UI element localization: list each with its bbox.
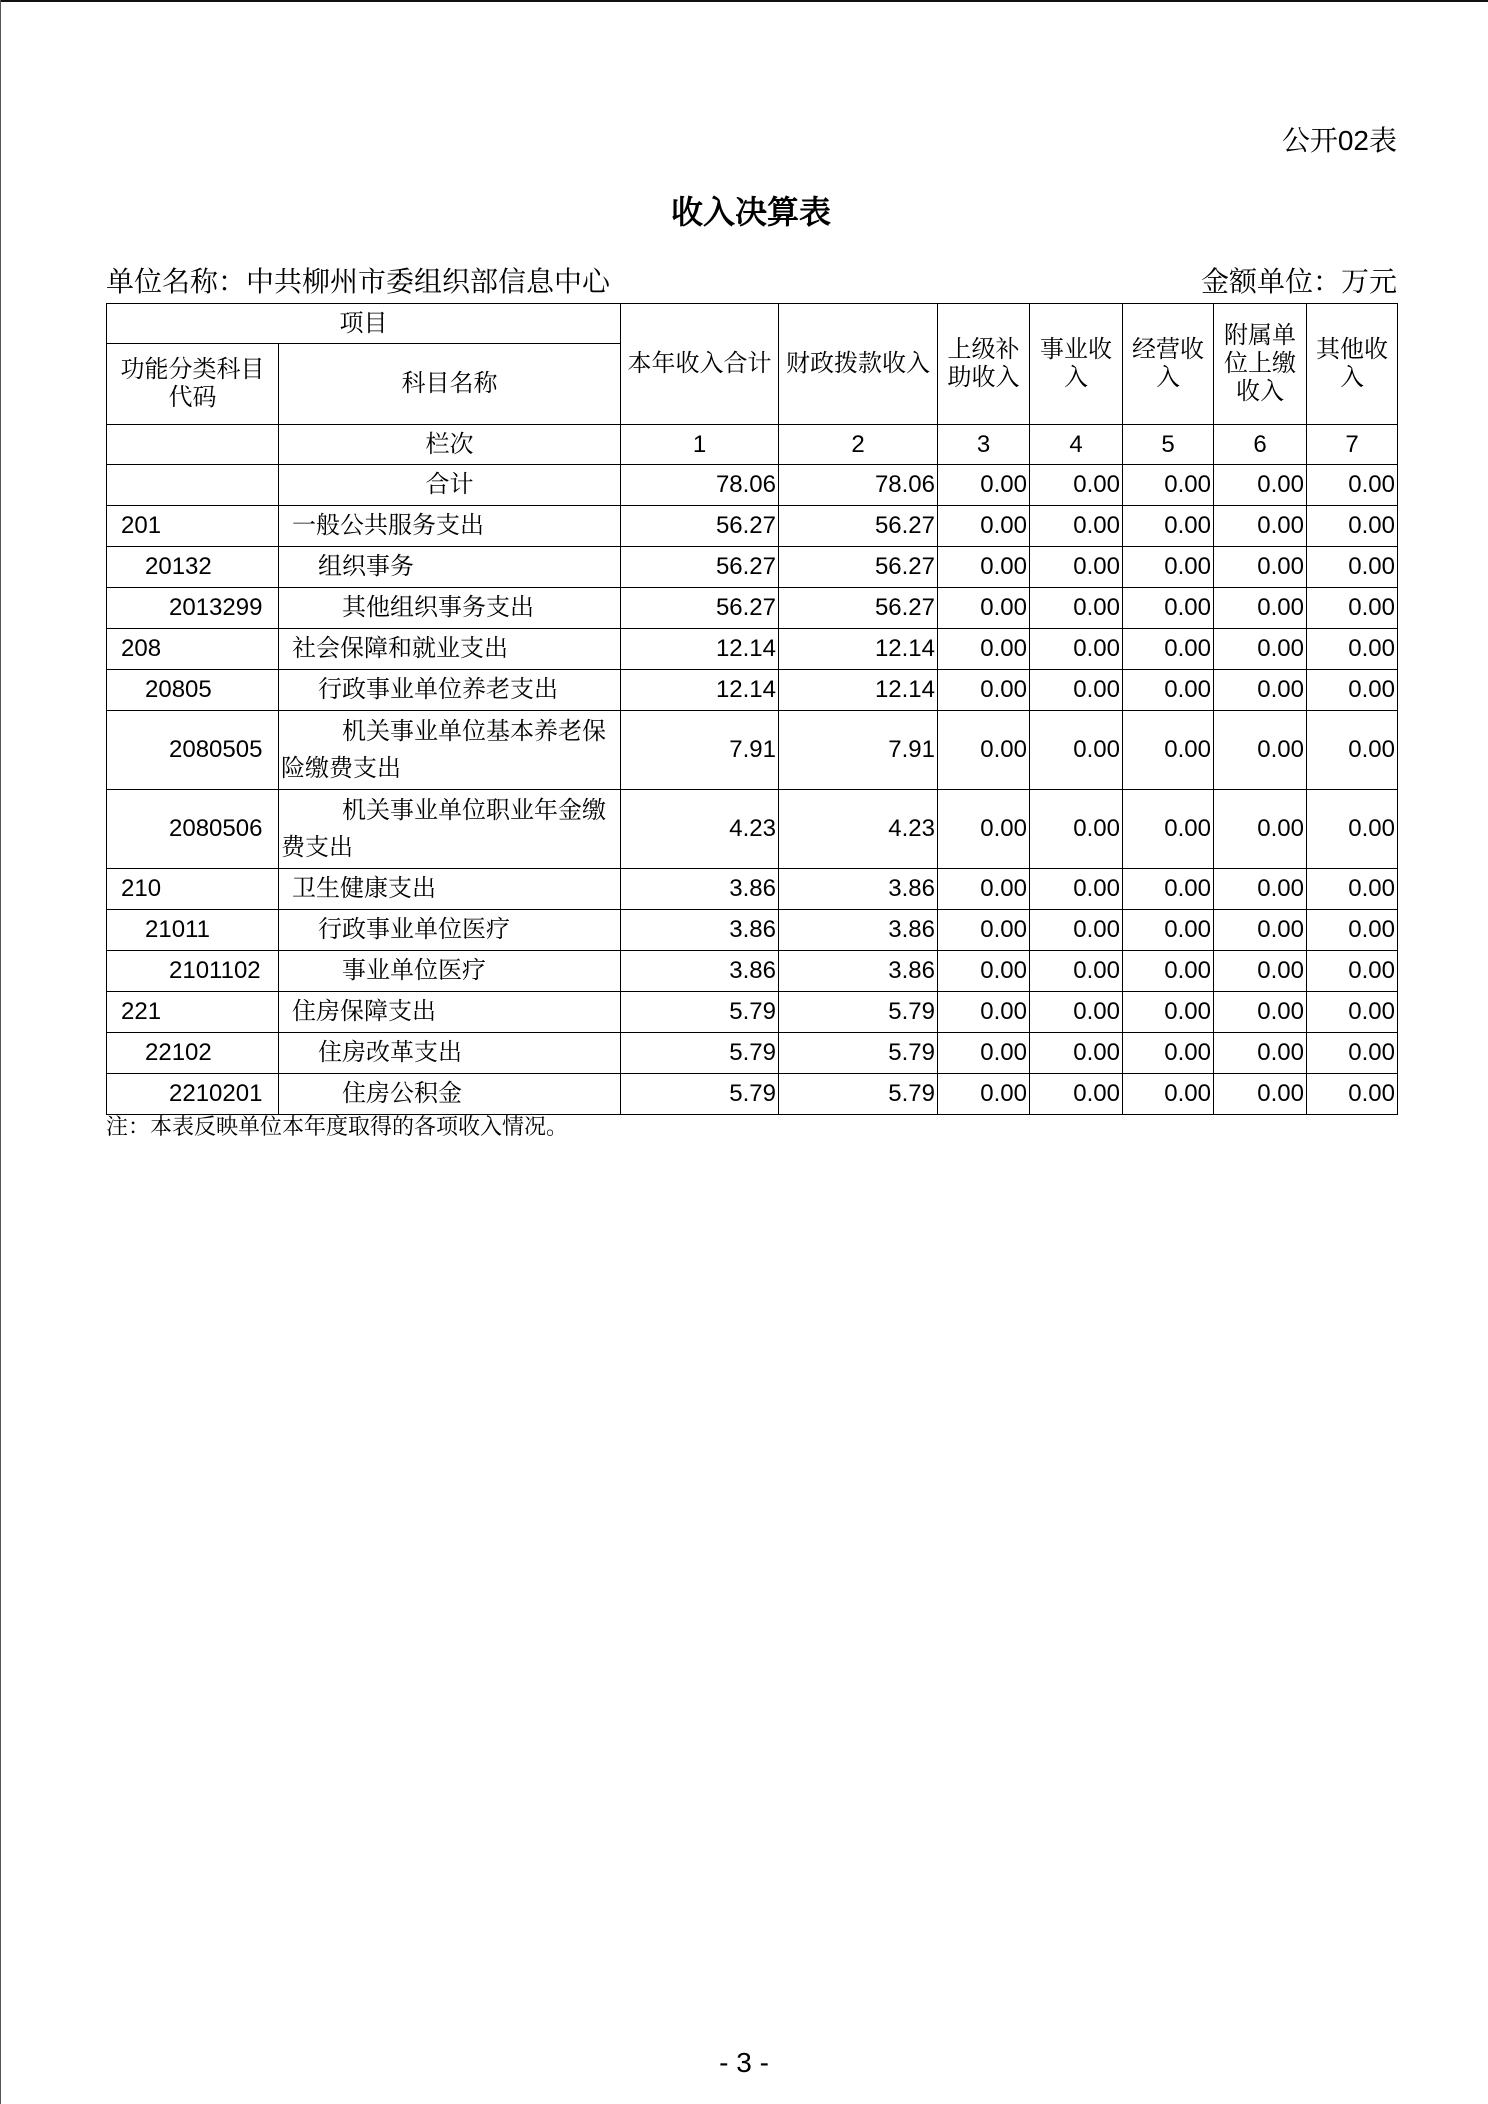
table-row <box>107 992 1398 1033</box>
subject-name: 机关事业单位基本养老保险缴费支出 <box>279 711 621 790</box>
table-row <box>107 547 1398 588</box>
other-income-value: 0.00 <box>1307 869 1398 910</box>
total-income-value: 12.14 <box>621 629 779 670</box>
subject-code: 210 <box>107 869 279 910</box>
affiliated-unit-income-value: 0.00 <box>1214 711 1307 790</box>
fiscal-appropriation-value: 3.86 <box>779 910 938 951</box>
total-code-cell <box>107 465 279 506</box>
business-income-value: 0.00 <box>1030 790 1123 869</box>
affiliated-unit-income-value: 0.00 <box>1214 869 1307 910</box>
column-number: 7 <box>1307 425 1398 465</box>
header-operating-income: 经营收入 <box>1123 304 1214 425</box>
unit-name: 单位名称：中共柳州市委组织部信息中心 <box>106 266 611 297</box>
subject-code: 20805 <box>107 670 279 711</box>
affiliated-unit-income-value: 0.00 <box>1214 951 1307 992</box>
affiliated-unit-income-value: 0.00 <box>1214 547 1307 588</box>
superior-subsidy-value: 0.00 <box>938 951 1030 992</box>
fiscal-appropriation-value: 5.79 <box>779 992 938 1033</box>
fiscal-appropriation-value: 56.27 <box>779 506 938 547</box>
business-income-value: 0.00 <box>1030 629 1123 670</box>
table-row <box>107 711 1398 790</box>
subject-name: 住房公积金 <box>279 1074 621 1115</box>
index-code-cell <box>107 425 279 465</box>
header-subject-name: 科目名称 <box>279 344 621 425</box>
subject-code: 2080506 <box>107 790 279 869</box>
column-number: 3 <box>938 425 1030 465</box>
superior-subsidy-value: 0.00 <box>938 869 1030 910</box>
other-income-value: 0.00 <box>1307 1033 1398 1074</box>
header-business-income: 事业收入 <box>1030 304 1123 425</box>
fiscal-appropriation-value: 78.06 <box>779 465 938 506</box>
other-income-value: 0.00 <box>1307 547 1398 588</box>
subject-code: 21011 <box>107 910 279 951</box>
total-income-value: 56.27 <box>621 588 779 629</box>
header-project: 项目 <box>107 304 621 344</box>
superior-subsidy-value: 0.00 <box>938 992 1030 1033</box>
superior-subsidy-value: 0.00 <box>938 790 1030 869</box>
total-income-value: 56.27 <box>621 506 779 547</box>
subject-name: 卫生健康支出 <box>279 869 621 910</box>
operating-income-value: 0.00 <box>1123 992 1214 1033</box>
other-income-value: 0.00 <box>1307 790 1398 869</box>
business-income-value: 0.00 <box>1030 1074 1123 1115</box>
table-row <box>107 670 1398 711</box>
operating-income-value: 0.00 <box>1123 711 1214 790</box>
business-income-value: 0.00 <box>1030 670 1123 711</box>
page-number: - 3 - <box>719 2047 769 2078</box>
operating-income-value: 0.00 <box>1123 790 1214 869</box>
fiscal-appropriation-value: 56.27 <box>779 588 938 629</box>
other-income-value: 0.00 <box>1307 629 1398 670</box>
table-note: 注：本表反映单位本年度取得的各项收入情况。 <box>106 1114 569 1139</box>
total-income-value: 12.14 <box>621 670 779 711</box>
subject-code: 2013299 <box>107 588 279 629</box>
superior-subsidy-value: 0.00 <box>938 910 1030 951</box>
affiliated-unit-income-value: 0.00 <box>1214 1074 1307 1115</box>
other-income-value: 0.00 <box>1307 992 1398 1033</box>
business-income-value: 0.00 <box>1030 547 1123 588</box>
subject-name: 住房保障支出 <box>279 992 621 1033</box>
table-row <box>107 869 1398 910</box>
affiliated-unit-income-value: 0.00 <box>1214 670 1307 711</box>
index-row <box>107 425 1398 465</box>
superior-subsidy-value: 0.00 <box>938 506 1030 547</box>
form-code: 公开02表 <box>1281 125 1397 156</box>
operating-income-value: 0.00 <box>1123 465 1214 506</box>
subject-code: 201 <box>107 506 279 547</box>
table-row <box>107 629 1398 670</box>
affiliated-unit-income-value: 0.00 <box>1214 629 1307 670</box>
total-income-value: 78.06 <box>621 465 779 506</box>
total-row <box>107 465 1398 506</box>
page-top-edge <box>0 0 1488 2</box>
page-title: 收入决算表 <box>670 194 831 230</box>
table-row <box>107 790 1398 869</box>
operating-income-value: 0.00 <box>1123 588 1214 629</box>
header-fiscal-appropriation: 财政拨款收入 <box>779 304 938 425</box>
affiliated-unit-income-value: 0.00 <box>1214 588 1307 629</box>
total-income-value: 4.23 <box>621 790 779 869</box>
table-row <box>107 910 1398 951</box>
operating-income-value: 0.00 <box>1123 869 1214 910</box>
subject-code: 208 <box>107 629 279 670</box>
other-income-value: 0.00 <box>1307 465 1398 506</box>
header-row <box>107 304 1398 344</box>
fiscal-appropriation-value: 4.23 <box>779 790 938 869</box>
subject-code: 2210201 <box>107 1074 279 1115</box>
header-other-income: 其他收入 <box>1307 304 1398 425</box>
subject-name: 机关事业单位职业年金缴费支出 <box>279 790 621 869</box>
other-income-value: 0.00 <box>1307 588 1398 629</box>
fiscal-appropriation-value: 7.91 <box>779 711 938 790</box>
operating-income-value: 0.00 <box>1123 670 1214 711</box>
subject-name: 行政事业单位医疗 <box>279 910 621 951</box>
page-left-edge <box>0 0 1 2104</box>
operating-income-value: 0.00 <box>1123 506 1214 547</box>
subject-name: 行政事业单位养老支出 <box>279 670 621 711</box>
header-total-income: 本年收入合计 <box>621 304 779 425</box>
fiscal-appropriation-value: 5.79 <box>779 1033 938 1074</box>
business-income-value: 0.00 <box>1030 711 1123 790</box>
subject-code: 22102 <box>107 1033 279 1074</box>
index-label: 栏次 <box>279 425 621 465</box>
subject-code: 20132 <box>107 547 279 588</box>
superior-subsidy-value: 0.00 <box>938 465 1030 506</box>
superior-subsidy-value: 0.00 <box>938 711 1030 790</box>
fiscal-appropriation-value: 12.14 <box>779 670 938 711</box>
other-income-value: 0.00 <box>1307 910 1398 951</box>
column-number: 6 <box>1214 425 1307 465</box>
header-subject-code: 功能分类科目代码 <box>107 344 279 425</box>
fiscal-appropriation-value: 12.14 <box>779 629 938 670</box>
business-income-value: 0.00 <box>1030 951 1123 992</box>
fiscal-appropriation-value: 5.79 <box>779 1074 938 1115</box>
business-income-value: 0.00 <box>1030 588 1123 629</box>
table-row <box>107 1074 1398 1115</box>
affiliated-unit-income-value: 0.00 <box>1214 1033 1307 1074</box>
affiliated-unit-income-value: 0.00 <box>1214 790 1307 869</box>
superior-subsidy-value: 0.00 <box>938 1033 1030 1074</box>
amount-unit: 金额单位：万元 <box>1200 266 1397 297</box>
superior-subsidy-value: 0.00 <box>938 670 1030 711</box>
total-label: 合计 <box>279 465 621 506</box>
subject-name: 事业单位医疗 <box>279 951 621 992</box>
superior-subsidy-value: 0.00 <box>938 1074 1030 1115</box>
total-income-value: 7.91 <box>621 711 779 790</box>
business-income-value: 0.00 <box>1030 465 1123 506</box>
total-income-value: 3.86 <box>621 869 779 910</box>
table-row <box>107 951 1398 992</box>
column-number: 2 <box>779 425 938 465</box>
operating-income-value: 0.00 <box>1123 1074 1214 1115</box>
table-row <box>107 506 1398 547</box>
header-affiliated-unit-income: 附属单位上缴收入 <box>1214 304 1307 425</box>
affiliated-unit-income-value: 0.00 <box>1214 506 1307 547</box>
business-income-value: 0.00 <box>1030 992 1123 1033</box>
other-income-value: 0.00 <box>1307 951 1398 992</box>
affiliated-unit-income-value: 0.00 <box>1214 992 1307 1033</box>
total-income-value: 5.79 <box>621 1074 779 1115</box>
superior-subsidy-value: 0.00 <box>938 547 1030 588</box>
column-number: 5 <box>1123 425 1214 465</box>
affiliated-unit-income-value: 0.00 <box>1214 910 1307 951</box>
operating-income-value: 0.00 <box>1123 547 1214 588</box>
subject-name: 住房改革支出 <box>279 1033 621 1074</box>
fiscal-appropriation-value: 56.27 <box>779 547 938 588</box>
fiscal-appropriation-value: 3.86 <box>779 951 938 992</box>
header-superior-subsidy: 上级补助收入 <box>938 304 1030 425</box>
operating-income-value: 0.00 <box>1123 629 1214 670</box>
column-number: 4 <box>1030 425 1123 465</box>
fiscal-appropriation-value: 3.86 <box>779 869 938 910</box>
table-row <box>107 1033 1398 1074</box>
business-income-value: 0.00 <box>1030 869 1123 910</box>
subject-name: 社会保障和就业支出 <box>279 629 621 670</box>
affiliated-unit-income-value: 0.00 <box>1214 465 1307 506</box>
subject-code: 2080505 <box>107 711 279 790</box>
business-income-value: 0.00 <box>1030 506 1123 547</box>
total-income-value: 5.79 <box>621 1033 779 1074</box>
table-row <box>107 588 1398 629</box>
subject-name: 组织事务 <box>279 547 621 588</box>
business-income-value: 0.00 <box>1030 1033 1123 1074</box>
income-report-table <box>106 303 1398 1115</box>
subject-code: 221 <box>107 992 279 1033</box>
total-income-value: 3.86 <box>621 951 779 992</box>
subject-code: 2101102 <box>107 951 279 992</box>
superior-subsidy-value: 0.00 <box>938 629 1030 670</box>
subject-name: 一般公共服务支出 <box>279 506 621 547</box>
subject-name: 其他组织事务支出 <box>279 588 621 629</box>
total-income-value: 5.79 <box>621 992 779 1033</box>
operating-income-value: 0.00 <box>1123 1033 1214 1074</box>
other-income-value: 0.00 <box>1307 1074 1398 1115</box>
total-income-value: 3.86 <box>621 910 779 951</box>
operating-income-value: 0.00 <box>1123 951 1214 992</box>
other-income-value: 0.00 <box>1307 506 1398 547</box>
operating-income-value: 0.00 <box>1123 910 1214 951</box>
business-income-value: 0.00 <box>1030 910 1123 951</box>
total-income-value: 56.27 <box>621 547 779 588</box>
superior-subsidy-value: 0.00 <box>938 588 1030 629</box>
column-number: 1 <box>621 425 779 465</box>
other-income-value: 0.00 <box>1307 670 1398 711</box>
other-income-value: 0.00 <box>1307 711 1398 790</box>
